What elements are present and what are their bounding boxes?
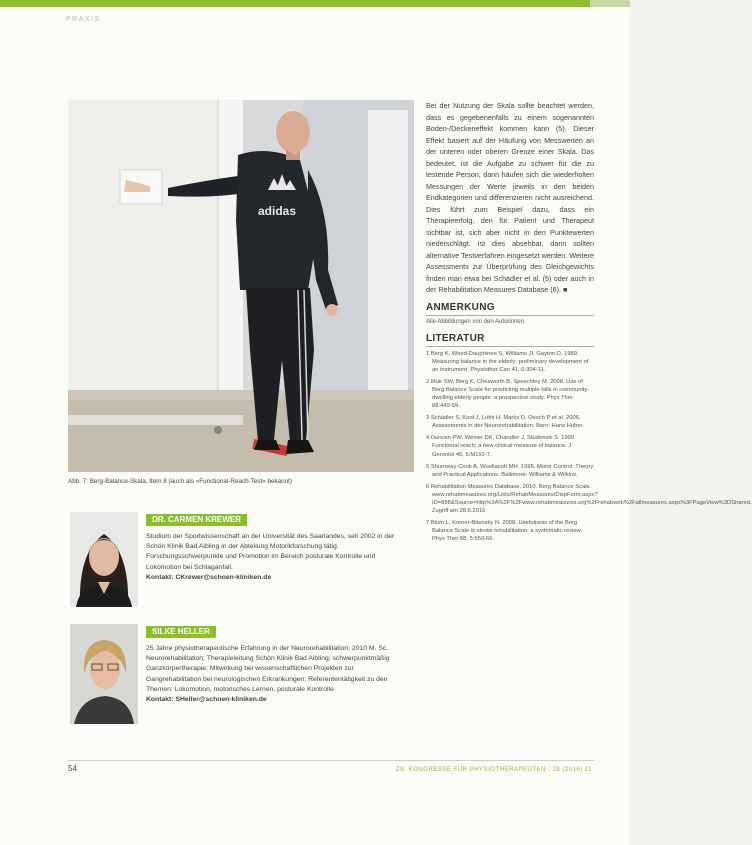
literature-item: 6 Rehabilitation Measures Database. 2010. Berg Balance Scale. www.rehabmeasures.org/Lists/RehabMeasures/DispForm.aspx?ID=888&Source=http%3A%2F%2Fwww.rehabmeasures.org%2Frehabweb%2Fallmeasures.aspx%3FPageView%3DShared. Zugriff am 28.6.2016 [426, 483, 752, 515]
top-color-bar [0, 0, 630, 7]
author-name-1: DR. CARMEN KREWER [146, 514, 247, 526]
body-paragraph [426, 100, 594, 296]
end-mark: ■ [563, 285, 568, 294]
literature-list [426, 350, 752, 544]
balance-test-photo [68, 100, 414, 472]
author-bio-text-1 [146, 532, 402, 583]
note-heading: ANMERKUNG [426, 301, 495, 313]
note-text: Alle Abbildungen von den Autorinnen. [426, 318, 526, 325]
author-photo-1 [70, 512, 138, 607]
author-contact-2: Kontakt: SHeller@schoen-kliniken.de [146, 696, 267, 704]
author-photo-2 [70, 624, 138, 724]
author-name-2: SILKE HELLER [146, 626, 216, 638]
author-portrait-1 [70, 512, 138, 607]
top-color-bar-accent [590, 0, 630, 7]
balance-test-illustration [68, 100, 414, 472]
literature-item: 5 Shumway-Cook A, Woollacott MH. 1995. Motor Control: Theory and Practical Applications. Baltimore: Williams & Wilkins. [426, 463, 594, 478]
literature-item: 7 Blum L, Korner-Bitensky N. 2008. Usefulness of the Berg Balance Scale in stroke rehabilitation: a systematic review. Phys Ther 88, 5:559-66. [426, 520, 583, 543]
note-heading-rule [426, 315, 594, 316]
literature-item: 3 Schädler S, Kool J, Lüthi H, Marks D, Oesch P et al. 2006. Assessments in der Neurorehabilitation. Bern: Hans Huber. [426, 415, 584, 430]
author-bio-body-1: Studium der Sportwissenschaft an der Universität des Saarlandes, seit 2002 in der Schön Klinik Bad Aibling in der Abteilung Motorikforschung tätig. Forschungsschwerpunkte und Promotion im Bereich posturale Kontrolle und Lokomotion bei Schlaganfall. [146, 533, 395, 571]
page-number: 54 [68, 764, 77, 773]
footer-rule [68, 760, 594, 761]
figure-caption: Abb. 7: Berg-Balance-Skala, Item 8 (auch als »Functional-Reach-Test« bekannt) [68, 478, 293, 485]
author-portrait-2 [70, 624, 138, 724]
author-bio-body-2: 25 Jahre physiotherapeutische Erfahrung in der Neurorehabilitation; 2010 M. Sc. Neurorehabilitation; Therapieleitung Schön Klinik Bad Aibling; schwerpunktmäßig Ganzkörpertherapie; Mitwirkung bei wissenschaftlichen Projekten zur Gangrehabilitation bei neurologischen Erkrankungen; Referententätigkeit zu den Themen: Lokomotion, motorisches Lernen, posturale Kontrolle. [146, 645, 390, 693]
section-label: PRAXIS [66, 16, 101, 23]
journal-footer: ZS. KONGRESSE FÜR PHYSIOTHERAPEUTEN · 28 (2016) 11 [395, 766, 592, 773]
literature-item: 2 Muir SW, Berg K, Chesworth B, Speechley M. 2008. Use of Berg Balance Scale for predicting multiple falls in community-dwelling elderly people: a prospective study. Phys Ther 88:449-59. [426, 378, 590, 410]
literature-heading: LITERATUR [426, 332, 485, 344]
author-contact-1: Kontakt: CKrewer@schoen-kliniken.de [146, 573, 272, 581]
body-paragraph-text: Bei der Nutzung der Skala sollte beachtet werden, dass es gegebenenfalls zu einem sogenannten Boden-/Deckeneffekt kommen kann (5). Dieser Effekt basiert auf der Häufung von Messwerten an der unteren oder oberen Grenze einer Skala. Das bedeutet, ist die Aufgabe zu schwer für die zu testende Person, dann häufen sich die wiederholten Messungen der Werte jeweils in den beiden Endkategorien und differenzieren nicht ausreichend. Dies führt zum Beispiel dazu, dass ein Therapieerfolg, den für Patient und Therapeut sichtbar ist, sich aber nicht in den Punktewerten niederschlägt. Ist dies absehbar, dann sollten alternative Testverfahren eingesetzt werden. Weitere Assessments zur Überprüfung des Gleichgewichts finden man etwa bei Schädler et al. (5) oder auch in der Rehabilitation Measures Database (6). [426, 101, 594, 294]
right-column [426, 100, 752, 547]
author-bio-text-2 [146, 644, 402, 705]
literature-item: 4 Duncan PW, Weiner DK, Chandler J, Studenski S. 1990. Functional reach: a new clinical measure of balance. J Gerontol 45, 6:M192-7. [426, 435, 576, 458]
svg-text:adidas: adidas [258, 204, 297, 218]
literature-item: 1 Berg K, Wood-Dauphinee S, Williams JI, Gayton D. 1989. Measuring balance in the elderly: preliminary development of an instrument. Physiother Can 41, 6:304-11. [426, 350, 589, 373]
literature-heading-rule [426, 346, 594, 347]
